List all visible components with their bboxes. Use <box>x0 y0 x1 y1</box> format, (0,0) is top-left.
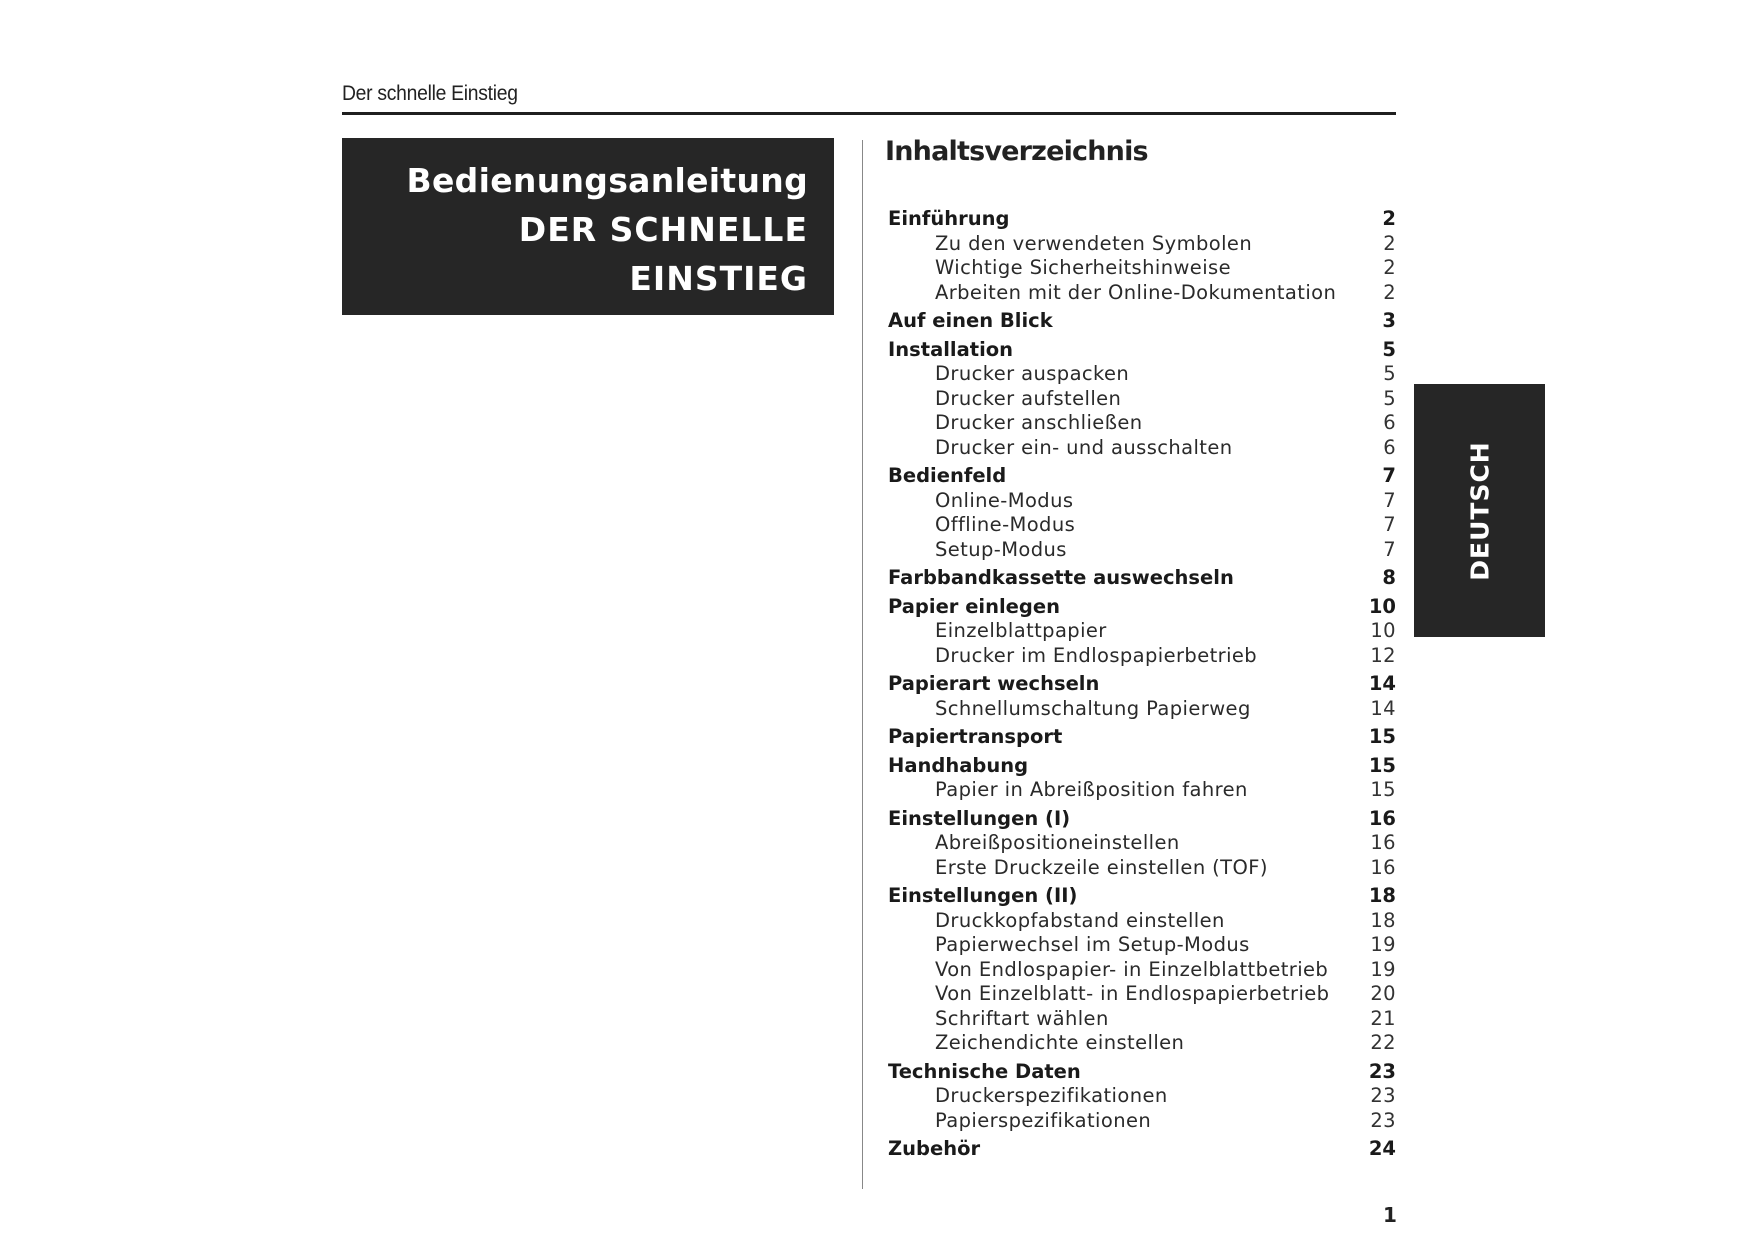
toc-subsection[interactable] <box>888 387 1396 412</box>
toc-entry-page: 5 <box>1383 386 1396 410</box>
toc-entry-page: 5 <box>1383 362 1396 385</box>
toc-entry-title: Auf einen Blick <box>888 309 1053 332</box>
toc-section[interactable] <box>888 595 1396 620</box>
toc-entry-title: Einzelblattpapier <box>935 619 1107 642</box>
toc-entry-title: Papierwechsel im Setup-Modus <box>935 933 1250 956</box>
toc-entry-page: 19 <box>1370 933 1396 956</box>
toc-subsection[interactable] <box>888 232 1396 257</box>
toc-entry-title: Handhabung <box>888 753 1029 777</box>
table-of-contents <box>888 207 1396 1162</box>
toc-entry-page: 15 <box>1368 753 1396 777</box>
toc-subsection[interactable] <box>888 644 1396 669</box>
toc-entry-title: Installation <box>888 337 1014 361</box>
toc-entry-page: 18 <box>1370 908 1396 932</box>
toc-entry-title: Zeichendichte einstellen <box>935 1031 1185 1054</box>
toc-entry-page: 23 <box>1370 1108 1396 1132</box>
toc-entry-title: Druckkopfabstand einstellen <box>935 908 1225 932</box>
toc-entry-page: 14 <box>1368 672 1396 695</box>
toc-section[interactable] <box>888 807 1396 832</box>
header-rule <box>342 112 1396 115</box>
toc-entry-page: 6 <box>1383 435 1396 459</box>
toc-section[interactable] <box>888 309 1396 334</box>
toc-entry-title: Bedienfeld <box>888 464 1007 487</box>
toc-subsection[interactable] <box>888 489 1396 514</box>
toc-entry-title: Farbbandkassette auswechseln <box>888 566 1234 589</box>
toc-entry-page: 2 <box>1383 231 1396 255</box>
toc-entry-title: Zu den verwendeten Symbolen <box>935 231 1253 255</box>
toc-section[interactable] <box>888 207 1396 232</box>
toc-entry-title: Papier in Abreißposition fahren <box>935 778 1248 801</box>
toc-subsection[interactable] <box>888 933 1396 958</box>
toc-subsection[interactable] <box>888 1084 1396 1109</box>
toc-entry-title: Papierart wechseln <box>888 672 1100 695</box>
toc-entry-page: 15 <box>1370 778 1396 801</box>
toc-section[interactable] <box>888 672 1396 697</box>
toc-entry-page: 16 <box>1368 806 1396 830</box>
toc-entry-page: 7 <box>1383 537 1396 561</box>
toc-section[interactable] <box>888 1137 1396 1162</box>
toc-entry-title: Drucker anschließen <box>935 411 1143 434</box>
toc-entry-title: Drucker auspacken <box>935 362 1130 385</box>
toc-entry-title: Setup-Modus <box>935 537 1067 561</box>
toc-subsection[interactable] <box>888 982 1396 1007</box>
toc-section[interactable] <box>888 884 1396 909</box>
toc-entry-title: Einführung <box>888 207 1010 230</box>
toc-entry-title: Wichtige Sicherheitshinweise <box>935 256 1231 279</box>
toc-section[interactable] <box>888 1060 1396 1085</box>
toc-subsection[interactable] <box>888 436 1396 461</box>
toc-heading: Inhaltsverzeichnis <box>885 136 1148 167</box>
toc-entry-page: 16 <box>1370 855 1396 879</box>
toc-entry-title: Offline-Modus <box>935 513 1076 536</box>
toc-subsection[interactable] <box>888 362 1396 387</box>
toc-entry-page: 7 <box>1382 464 1396 487</box>
toc-entry-title: Von Einzelblatt- in Endlospapierbetrieb <box>935 982 1330 1005</box>
toc-section[interactable] <box>888 566 1396 591</box>
title-box <box>342 138 834 315</box>
toc-entry-page: 23 <box>1370 1084 1396 1107</box>
toc-section[interactable] <box>888 725 1396 750</box>
toc-entry-page: 16 <box>1370 831 1396 854</box>
toc-entry-page: 21 <box>1370 1006 1396 1030</box>
toc-subsection[interactable] <box>888 778 1396 803</box>
toc-entry-title: Einstellungen (I) <box>888 806 1071 830</box>
toc-entry-title: Von Endlospapier- in Einzelblattbetrieb <box>935 957 1329 981</box>
toc-entry-page: 7 <box>1383 513 1396 536</box>
toc-entry-page: 2 <box>1382 207 1396 230</box>
toc-subsection[interactable] <box>888 619 1396 644</box>
toc-entry-title: Abreißpositioneinstellen <box>935 831 1180 854</box>
toc-entry-page: 15 <box>1368 725 1396 748</box>
toc-entry-title: Papierspezifikationen <box>935 1108 1152 1132</box>
toc-entry-title: Papier einlegen <box>888 594 1060 618</box>
toc-section[interactable] <box>888 338 1396 363</box>
toc-subsection[interactable] <box>888 697 1396 722</box>
toc-entry-title: Drucker aufstellen <box>935 386 1122 410</box>
toc-entry-title: Zubehör <box>888 1137 981 1160</box>
language-tab <box>1414 384 1545 637</box>
toc-subsection[interactable] <box>888 513 1396 538</box>
toc-subsection[interactable] <box>888 538 1396 563</box>
toc-entry-title: Einstellungen (II) <box>888 884 1078 907</box>
toc-subsection[interactable] <box>888 256 1396 281</box>
toc-entry-title: Papiertransport <box>888 725 1063 748</box>
toc-entry-page: 23 <box>1368 1059 1396 1083</box>
toc-entry-page: 8 <box>1382 566 1396 589</box>
toc-entry-page: 5 <box>1382 337 1396 361</box>
toc-section[interactable] <box>888 464 1396 489</box>
language-tab-label: DEUTSCH <box>1465 440 1494 581</box>
toc-entry-page: 24 <box>1368 1137 1396 1160</box>
toc-entry-title: Drucker im Endlospapierbetrieb <box>935 643 1258 667</box>
toc-entry-page: 20 <box>1370 982 1396 1005</box>
toc-entry-page: 19 <box>1370 957 1396 981</box>
toc-entry-page: 18 <box>1368 884 1396 907</box>
page-number: 1 <box>1383 1203 1397 1227</box>
toc-entry-page: 3 <box>1382 309 1396 332</box>
toc-subsection[interactable] <box>888 958 1396 983</box>
toc-section[interactable] <box>888 754 1396 779</box>
toc-entry-page: 22 <box>1370 1031 1396 1054</box>
toc-subsection[interactable] <box>888 909 1396 934</box>
running-header: Der schnelle Einstieg <box>342 82 518 105</box>
toc-entry-title: Schriftart wählen <box>935 1006 1109 1030</box>
toc-entry-page: 10 <box>1368 594 1396 618</box>
toc-entry-title: Drucker ein- und ausschalten <box>935 435 1233 459</box>
toc-subsection[interactable] <box>888 1007 1396 1032</box>
toc-entry-title: Druckerspezifikationen <box>935 1084 1168 1107</box>
toc-entry-page: 2 <box>1383 280 1396 304</box>
toc-entry-page: 14 <box>1370 696 1396 720</box>
title-line-3: EINSTIEG <box>629 259 808 298</box>
toc-entry-page: 10 <box>1370 619 1396 642</box>
toc-subsection[interactable] <box>888 831 1396 856</box>
toc-subsection[interactable] <box>888 281 1396 306</box>
toc-entry-page: 12 <box>1370 643 1396 667</box>
toc-entry-title: Technische Daten <box>888 1059 1081 1083</box>
toc-entry-title: Erste Druckzeile einstellen (TOF) <box>935 855 1268 879</box>
toc-subsection[interactable] <box>888 1109 1396 1134</box>
toc-entry-page: 2 <box>1383 256 1396 279</box>
toc-entry-page: 6 <box>1383 411 1396 434</box>
title-line-1: Bedienungsanleitung <box>406 161 808 200</box>
toc-subsection[interactable] <box>888 411 1396 436</box>
toc-subsection[interactable] <box>888 856 1396 881</box>
column-divider <box>862 140 863 1189</box>
toc-entry-title: Schnellumschaltung Papierweg <box>935 696 1251 720</box>
title-line-2: DER SCHNELLE <box>518 210 808 249</box>
toc-entry-page: 7 <box>1383 488 1396 512</box>
toc-subsection[interactable] <box>888 1031 1396 1056</box>
toc-entry-title: Online-Modus <box>935 488 1074 512</box>
toc-entry-title: Arbeiten mit der Online-Dokumentation <box>935 280 1337 304</box>
